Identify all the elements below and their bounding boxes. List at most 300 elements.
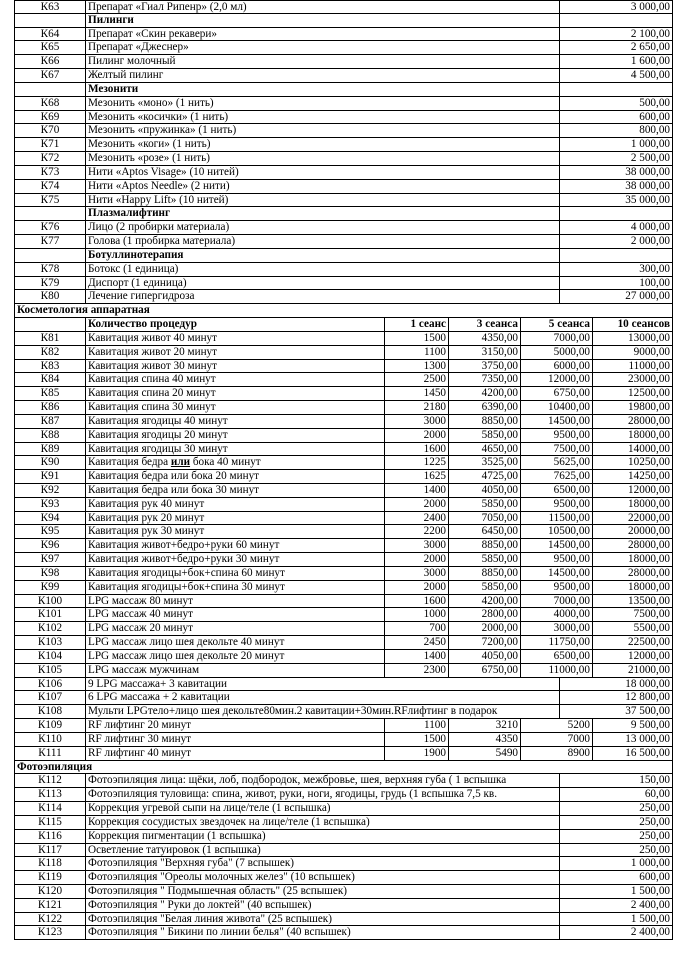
value-cell: 2000 [384, 581, 448, 594]
code-cell: К63 [14, 1, 85, 13]
value-cell: 4050,00 [448, 650, 520, 663]
name-cell: Кавитация ягодицы 20 минут [85, 429, 384, 442]
price-cell: 1 600,00 [559, 55, 673, 68]
value-cell: 5500,00 [592, 622, 673, 635]
table-row [14, 290, 673, 304]
value-cell: 6500,00 [520, 484, 592, 497]
value-cell: 7000,00 [520, 595, 592, 608]
name-cell: Диспорт (1 единица) [85, 277, 559, 290]
name-cell: LPG массаж 80 минут [85, 595, 384, 608]
code-cell: К70 [14, 124, 85, 137]
table-row [14, 608, 673, 622]
code-cell: К89 [14, 443, 85, 456]
value-cell: 1500 [384, 332, 448, 345]
name-cell: Фотоэпиляция "Белая линия живота" (25 вспышек) [85, 913, 559, 926]
table-row [14, 470, 673, 484]
name-cell: Мезонить «розе» (1 нить) [85, 152, 559, 165]
name-cell: Голова (1 пробирка материала) [85, 235, 559, 248]
code-cell: К116 [14, 830, 85, 843]
header-row [14, 318, 673, 332]
value-cell: 4350,00 [448, 332, 520, 345]
code-cell: К121 [14, 899, 85, 912]
value-cell: 1900 [384, 747, 448, 760]
name-cell: Кавитация ягодицы+бок+спина 60 минут [85, 567, 384, 580]
value-cell: 10400,00 [520, 401, 592, 414]
value-cell: 2400 [384, 512, 448, 525]
price-cell: 35 000,00 [559, 194, 673, 207]
table-row [14, 926, 673, 940]
code-cell: К106 [14, 678, 85, 691]
table-row [14, 705, 673, 719]
value-cell: 7000 [520, 733, 592, 746]
value-cell: 8850,00 [448, 415, 520, 428]
value-cell: 5200 [520, 719, 592, 732]
table-row [14, 194, 673, 208]
code-cell: К99 [14, 581, 85, 594]
table-row [14, 567, 673, 581]
name-cell: LPG массаж лицо шея декольте 20 минут [85, 650, 384, 663]
name-part: Кавитация бедра [88, 456, 171, 469]
name-cell: Фотоэпиляция " Руки до локтей" (40 вспышек) [85, 899, 559, 912]
value-cell: 2000 [384, 553, 448, 566]
name-cell: Кавитация ягодицы 40 минут [85, 415, 384, 428]
name-cell: Мезонить «моно» (1 нить) [85, 97, 559, 110]
price-cell: 600,00 [559, 111, 673, 124]
code-cell: К122 [14, 913, 85, 926]
value-cell: 4725,00 [448, 470, 520, 483]
code-cell: К65 [14, 41, 85, 54]
value-cell: 8900 [520, 747, 592, 760]
code-cell: К81 [14, 332, 85, 345]
code-cell: К82 [14, 346, 85, 359]
table-row [14, 774, 673, 788]
code-cell: К72 [14, 152, 85, 165]
code-cell: К73 [14, 166, 85, 179]
code-cell: К119 [14, 871, 85, 884]
value-cell: 11000,00 [592, 360, 673, 373]
header-col-10: 10 сеансов [592, 318, 673, 331]
name-cell: Кавитация ягодицы+бок+спина 30 минут [85, 581, 384, 594]
value-cell: 3525,00 [448, 456, 520, 469]
table-row [14, 871, 673, 885]
section-title: Фотоэпиляция [14, 761, 673, 774]
value-cell: 7050,00 [448, 512, 520, 525]
table-row [14, 484, 673, 498]
value-cell: 14000,00 [592, 443, 673, 456]
code-cell [14, 83, 85, 96]
value-cell: 10250,00 [592, 456, 673, 469]
value-cell: 13000,00 [592, 332, 673, 345]
table-row [14, 41, 673, 55]
value-cell: 23000,00 [592, 373, 673, 386]
price-cell: 4 000,00 [559, 221, 673, 234]
table-row [14, 913, 673, 927]
value-cell: 6500,00 [520, 650, 592, 663]
value-cell: 3150,00 [448, 346, 520, 359]
table-row [14, 691, 673, 705]
code-cell: К68 [14, 97, 85, 110]
section-title: Косметология аппаратная [14, 304, 673, 317]
table-row [14, 221, 673, 235]
section-title: Мезонити [85, 83, 559, 96]
code-cell: К118 [14, 857, 85, 870]
code-cell: К66 [14, 55, 85, 68]
value-cell: 3000 [384, 567, 448, 580]
price-cell: 2 400,00 [559, 899, 673, 912]
table-row [14, 622, 673, 636]
value-cell: 6750,00 [520, 387, 592, 400]
value-cell: 2500 [384, 373, 448, 386]
value-cell: 11000,00 [520, 664, 592, 677]
value-cell: 1600 [384, 443, 448, 456]
table-row [14, 28, 673, 42]
table-row [14, 401, 673, 415]
table-row [14, 415, 673, 429]
table-row [14, 844, 673, 858]
table-row [14, 830, 673, 844]
name-cell: Мезонить «коги» (1 нить) [85, 138, 559, 151]
table-row [14, 747, 673, 761]
price-cell: 2 650,00 [559, 41, 673, 54]
code-cell: К102 [14, 622, 85, 635]
value-cell: 9000,00 [592, 346, 673, 359]
value-cell: 3750,00 [448, 360, 520, 373]
table-row [14, 678, 673, 692]
value-cell: 21000,00 [592, 664, 673, 677]
table-row [14, 263, 673, 277]
code-cell: К111 [14, 747, 85, 760]
name-cell: Кавитация живот 30 минут [85, 360, 384, 373]
name-cell: Фотоэпиляция туловища: спина, живот, руки, ноги, ягодицы, грудь (1 вспышка 7,5 кв. [85, 788, 559, 801]
name-cell: LPG массаж мужчинам [85, 664, 384, 677]
name-cell: Кавитация спина 40 минут [85, 373, 384, 386]
value-cell: 4200,00 [448, 595, 520, 608]
value-cell: 2450 [384, 636, 448, 649]
price-cell: 800,00 [559, 124, 673, 137]
name-cell: Кавитация рук 20 минут [85, 512, 384, 525]
code-cell: К93 [14, 498, 85, 511]
name-cell: Препарат «Гиал Рипенр» (2,0 мл) [85, 1, 559, 13]
code-cell: К76 [14, 221, 85, 234]
table-row [14, 788, 673, 802]
section-title: Плазмалифтинг [85, 207, 559, 220]
value-cell: 9500,00 [520, 498, 592, 511]
value-cell: 5850,00 [448, 498, 520, 511]
name-cell: LPG массаж 40 минут [85, 608, 384, 621]
price-cell: 300,00 [559, 263, 673, 276]
name-cell: Кавитация ягодицы 30 минут [85, 443, 384, 456]
table-row [14, 498, 673, 512]
value-cell: 7200,00 [448, 636, 520, 649]
price-cell: 250,00 [559, 830, 673, 843]
table-row [14, 456, 673, 470]
name-part: бока 40 минут [190, 456, 261, 469]
section-row [14, 249, 673, 263]
price-cell: 38 000,00 [559, 166, 673, 179]
value-cell: 2000 [384, 429, 448, 442]
table-row [14, 899, 673, 913]
price-cell: 3 000,00 [559, 1, 673, 13]
value-cell: 8850,00 [448, 567, 520, 580]
table-row [14, 97, 673, 111]
section-title: Ботуллинотерапия [85, 249, 559, 262]
value-cell: 2200 [384, 525, 448, 538]
value-cell: 16 500,00 [592, 747, 673, 760]
value-cell: 5000,00 [520, 346, 592, 359]
value-cell: 4050,00 [448, 484, 520, 497]
table-row [14, 525, 673, 539]
value-cell: 9500,00 [520, 429, 592, 442]
value-cell: 28000,00 [592, 539, 673, 552]
code-cell: К100 [14, 595, 85, 608]
table-row [14, 332, 673, 346]
name-cell: Нити «Happy Lift» (10 нитей) [85, 194, 559, 207]
value-cell: 5850,00 [448, 581, 520, 594]
table-row [14, 346, 673, 360]
code-cell [14, 207, 85, 220]
value-cell: 12000,00 [592, 484, 673, 497]
price-cell [559, 249, 673, 262]
name-cell: RF лифтинг 20 минут [85, 719, 384, 732]
table-row [14, 650, 673, 664]
header-label: Количество процедур [85, 318, 384, 331]
price-cell: 37 500,00 [559, 705, 673, 718]
price-cell: 2 000,00 [559, 235, 673, 248]
code-cell: К77 [14, 235, 85, 248]
code-cell: К113 [14, 788, 85, 801]
value-cell: 7350,00 [448, 373, 520, 386]
table-row [14, 55, 673, 69]
table-row [14, 553, 673, 567]
value-cell: 3000 [384, 539, 448, 552]
value-cell: 2180 [384, 401, 448, 414]
price-cell: 1 000,00 [559, 138, 673, 151]
name-cell: Кавитация рук 30 минут [85, 525, 384, 538]
price-cell [559, 14, 673, 27]
table-row [14, 360, 673, 374]
value-cell: 6390,00 [448, 401, 520, 414]
code-cell: К64 [14, 28, 85, 41]
value-cell: 19800,00 [592, 401, 673, 414]
code-cell: К84 [14, 373, 85, 386]
table-row [14, 277, 673, 291]
name-cell: Кавитация спина 20 минут [85, 387, 384, 400]
code-cell: К90 [14, 456, 85, 469]
price-cell: 250,00 [559, 844, 673, 857]
value-cell: 5850,00 [448, 429, 520, 442]
price-cell: 38 000,00 [559, 180, 673, 193]
name-cell: LPG массаж лицо шея декольте 40 минут [85, 636, 384, 649]
value-cell: 3000 [384, 415, 448, 428]
price-cell: 1 500,00 [559, 885, 673, 898]
name-part-underlined: или [170, 456, 191, 469]
value-cell: 28000,00 [592, 567, 673, 580]
name-cell: Фотоэпиляция " Подмышечная область" (25 вспышек) [85, 885, 559, 898]
name-cell: Коррекция сосудистых звездочек на лице/теле (1 вспышка) [85, 816, 559, 829]
price-cell: 1 000,00 [559, 857, 673, 870]
code-cell: К78 [14, 263, 85, 276]
code-cell: К109 [14, 719, 85, 732]
value-cell: 1100 [384, 719, 448, 732]
code-cell: К87 [14, 415, 85, 428]
value-cell: 1300 [384, 360, 448, 373]
price-cell: 18 000,00 [559, 678, 673, 691]
table-row [14, 512, 673, 526]
table-row [14, 733, 673, 747]
code-cell: К92 [14, 484, 85, 497]
code-cell: К105 [14, 664, 85, 677]
value-cell: 14500,00 [520, 567, 592, 580]
name-cell: Ботокс (1 единица) [85, 263, 559, 276]
price-cell [559, 207, 673, 220]
name-cell: Препарат «Джеснер» [85, 41, 559, 54]
name-cell: Мульти LPGтело+лицо шея декольте80мин.2 кавитации+30мин.RFлифтинг в подарок [85, 705, 559, 718]
code-cell: К88 [14, 429, 85, 442]
name-cell: Лицо (2 пробирки материала) [85, 221, 559, 234]
value-cell: 6000,00 [520, 360, 592, 373]
code-cell: К67 [14, 69, 85, 82]
value-cell: 3000,00 [520, 622, 592, 635]
header-col-1: 1 сеанс [384, 318, 448, 331]
price-cell: 12 800,00 [559, 691, 673, 704]
header-col-5: 5 сеанса [520, 318, 592, 331]
value-cell: 3210 [448, 719, 520, 732]
table-row [14, 885, 673, 899]
section-row [14, 14, 673, 28]
value-cell: 18000,00 [592, 498, 673, 511]
table-row [14, 166, 673, 180]
table-row [14, 719, 673, 733]
value-cell: 12000,00 [520, 373, 592, 386]
value-cell: 18000,00 [592, 581, 673, 594]
price-cell: 4 500,00 [559, 69, 673, 82]
code-cell: К69 [14, 111, 85, 124]
value-cell: 4350 [448, 733, 520, 746]
name-cell: Кавитация живот+бедро+руки 60 минут [85, 539, 384, 552]
code-cell: К103 [14, 636, 85, 649]
price-cell: 1 500,00 [559, 913, 673, 926]
code-cell: К114 [14, 802, 85, 815]
code-cell: К117 [14, 844, 85, 857]
table-row [14, 0, 673, 14]
table-row [14, 138, 673, 152]
name-cell: 6 LPG массажа + 2 кавитации [85, 691, 559, 704]
code-cell: К83 [14, 360, 85, 373]
value-cell: 6450,00 [448, 525, 520, 538]
code-cell: К71 [14, 138, 85, 151]
value-cell: 1400 [384, 650, 448, 663]
code-cell: К120 [14, 885, 85, 898]
price-cell: 600,00 [559, 871, 673, 884]
value-cell: 11750,00 [520, 636, 592, 649]
value-cell: 14500,00 [520, 415, 592, 428]
code-cell: К91 [14, 470, 85, 483]
code-cell: К80 [14, 290, 85, 303]
section-title: Пилинги [85, 14, 559, 27]
value-cell: 7625,00 [520, 470, 592, 483]
header-col-3: 3 сеанса [448, 318, 520, 331]
table-row [14, 581, 673, 595]
code-cell: К108 [14, 705, 85, 718]
name-cell: Нити «Aptos Visage» (10 нитей) [85, 166, 559, 179]
value-cell: 2000 [384, 498, 448, 511]
price-cell: 250,00 [559, 816, 673, 829]
name-cell: Мезонить «пружинка» (1 нить) [85, 124, 559, 137]
code-cell: К95 [14, 525, 85, 538]
name-cell: Кавитация бедра или бока 20 минут [85, 470, 384, 483]
value-cell: 9 500,00 [592, 719, 673, 732]
code-cell [14, 249, 85, 262]
value-cell: 14500,00 [520, 539, 592, 552]
price-cell: 100,00 [559, 277, 673, 290]
name-cell: Кавитация спина 30 минут [85, 401, 384, 414]
price-cell: 2 100,00 [559, 28, 673, 41]
table-row [14, 152, 673, 166]
table-row [14, 69, 673, 83]
code-cell: К96 [14, 539, 85, 552]
name-cell [85, 456, 384, 469]
value-cell: 5625,00 [520, 456, 592, 469]
table-row [14, 664, 673, 678]
table-row [14, 111, 673, 125]
value-cell: 22000,00 [592, 512, 673, 525]
value-cell: 18000,00 [592, 429, 673, 442]
value-cell: 1625 [384, 470, 448, 483]
table-row [14, 595, 673, 609]
name-cell: Кавитация бедра или бока 30 минут [85, 484, 384, 497]
name-cell: Кавитация живот 20 минут [85, 346, 384, 359]
code-cell [14, 14, 85, 27]
name-cell: Нити «Aptos Needle» (2 нити) [85, 180, 559, 193]
table-row [14, 124, 673, 138]
name-cell: RF лифтинг 40 минут [85, 747, 384, 760]
value-cell: 2000,00 [448, 622, 520, 635]
table-row [14, 180, 673, 194]
price-cell: 150,00 [559, 774, 673, 787]
code-cell: К110 [14, 733, 85, 746]
name-cell: LPG массаж 20 минут [85, 622, 384, 635]
value-cell: 28000,00 [592, 415, 673, 428]
table-row [14, 387, 673, 401]
value-cell: 2300 [384, 664, 448, 677]
code-cell: К75 [14, 194, 85, 207]
value-cell: 1450 [384, 387, 448, 400]
name-cell: Мезонить «косички» (1 нить) [85, 111, 559, 124]
table-row [14, 816, 673, 830]
price-cell: 60,00 [559, 788, 673, 801]
value-cell: 1400 [384, 484, 448, 497]
price-cell [559, 83, 673, 96]
name-cell: Фотоэпиляция лица: щёки, лоб, подбородок, межбровье, шея, верхняя губа ( 1 вспышка [85, 774, 559, 787]
code-cell: К85 [14, 387, 85, 400]
value-cell: 4200,00 [448, 387, 520, 400]
value-cell: 20000,00 [592, 525, 673, 538]
value-cell: 10500,00 [520, 525, 592, 538]
name-cell: Кавитация живот+бедро+руки 30 минут [85, 553, 384, 566]
price-list-table [14, 0, 673, 940]
name-cell: Фотоэпиляция " Бикини по линии белья" (40 вспышек) [85, 926, 559, 939]
value-cell: 1100 [384, 346, 448, 359]
price-cell: 250,00 [559, 802, 673, 815]
table-row [14, 443, 673, 457]
table-row [14, 235, 673, 249]
value-cell: 1000 [384, 608, 448, 621]
value-cell: 8850,00 [448, 539, 520, 552]
section-row [14, 304, 673, 318]
name-cell: Кавитация рук 40 минут [85, 498, 384, 511]
value-cell: 5850,00 [448, 553, 520, 566]
code-cell: К94 [14, 512, 85, 525]
